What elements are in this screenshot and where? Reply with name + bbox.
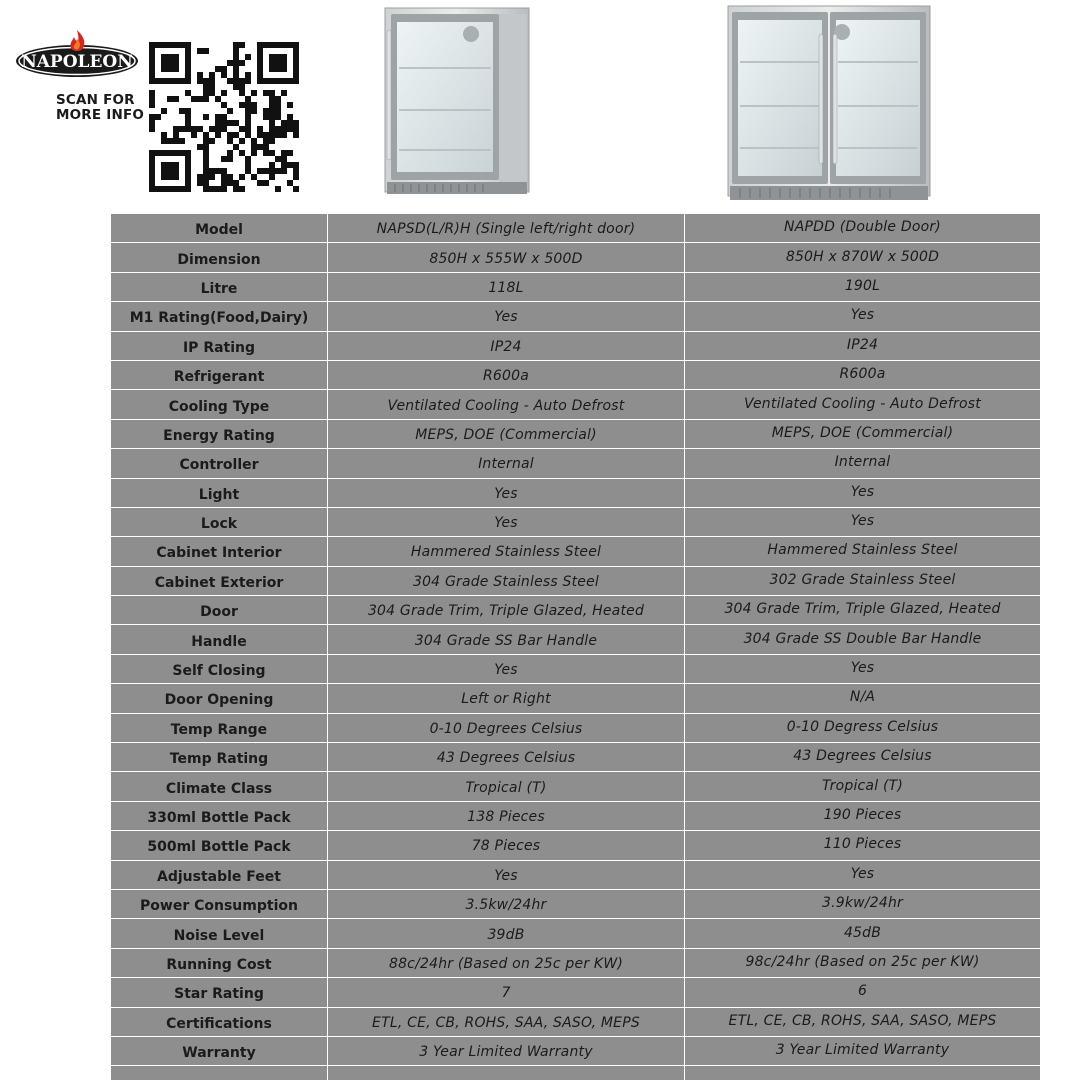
- spec-label: IP Rating: [111, 331, 328, 360]
- double-door-value: 302 Grade Stainless Steel: [685, 566, 1041, 595]
- double-door-value: 6: [685, 978, 1041, 1007]
- spec-row: [111, 243, 1041, 272]
- spec-label: Warranty: [111, 1036, 328, 1065]
- double-door-value: Yes: [685, 860, 1041, 889]
- spec-row: [111, 566, 1041, 595]
- spec-row: [111, 625, 1041, 654]
- double-door-bar-fridge-image: [724, 4, 932, 206]
- spec-row: [111, 713, 1041, 742]
- spec-label: Refrigerant: [111, 360, 328, 389]
- spec-row: [111, 801, 1041, 830]
- double-door-value: 190 Pieces: [685, 801, 1041, 830]
- double-door-value: 98c/24hr (Based on 25c per KW): [685, 948, 1041, 977]
- single-door-value: 304 Grade SS Bar Handle: [328, 625, 685, 654]
- spec-row: [111, 919, 1041, 948]
- spec-label: Light: [111, 478, 328, 507]
- double-door-value: Yes: [685, 478, 1041, 507]
- double-door-value: Ventilated Cooling - Auto Defrost: [685, 390, 1041, 419]
- spec-row: [111, 860, 1041, 889]
- empty-cell: [685, 1066, 1041, 1080]
- double-door-value: 190L: [685, 272, 1041, 301]
- spec-row: [111, 889, 1041, 918]
- single-door-value: 118L: [328, 272, 685, 301]
- single-door-value: 43 Degrees Celsius: [328, 743, 685, 772]
- single-door-value: 138 Pieces: [328, 801, 685, 830]
- spec-row: [111, 507, 1041, 536]
- spec-row: [111, 302, 1041, 331]
- single-door-value: 78 Pieces: [328, 831, 685, 860]
- spec-row: [111, 772, 1041, 801]
- single-door-value: 88c/24hr (Based on 25c per KW): [328, 948, 685, 977]
- flame-icon: [70, 30, 84, 51]
- spec-label: Star Rating: [111, 978, 328, 1007]
- spec-label: Running Cost: [111, 948, 328, 977]
- qr-code-icon[interactable]: [149, 42, 299, 192]
- spec-row: [111, 654, 1041, 683]
- empty-cell: [328, 1066, 685, 1080]
- spec-row: [111, 360, 1041, 389]
- spec-label: Temp Rating: [111, 743, 328, 772]
- spec-row: [111, 449, 1041, 478]
- single-door-value: Left or Right: [328, 684, 685, 713]
- scan-line-1: SCAN FOR: [56, 92, 135, 108]
- single-door-value: 3 Year Limited Warranty: [328, 1036, 685, 1065]
- single-door-value: Yes: [328, 302, 685, 331]
- spec-label: Lock: [111, 507, 328, 536]
- spec-label: M1 Rating(Food,Dairy): [111, 302, 328, 331]
- spec-row: [111, 537, 1041, 566]
- single-door-value: MEPS, DOE (Commercial): [328, 419, 685, 448]
- spec-label: Adjustable Feet: [111, 860, 328, 889]
- double-door-value: Yes: [685, 654, 1041, 683]
- single-door-value: 3.5kw/24hr: [328, 889, 685, 918]
- double-door-value: NAPDD (Double Door): [685, 214, 1041, 243]
- single-door-value: Yes: [328, 654, 685, 683]
- spec-label: Noise Level: [111, 919, 328, 948]
- double-door-value: N/A: [685, 684, 1041, 713]
- spec-label: Controller: [111, 449, 328, 478]
- napoleon-badge-shape: [14, 28, 140, 78]
- double-door-value: IP24: [685, 331, 1041, 360]
- single-door-value: 0-10 Degrees Celsius: [328, 713, 685, 742]
- double-door-value: Yes: [685, 302, 1041, 331]
- napoleon-logo[interactable]: [14, 28, 140, 78]
- spec-row: [111, 831, 1041, 860]
- double-door-value: 304 Grade Trim, Triple Glazed, Heated: [685, 596, 1041, 625]
- single-door-value: 304 Grade Trim, Triple Glazed, Heated: [328, 596, 685, 625]
- single-door-value: Yes: [328, 860, 685, 889]
- double-door-value: Yes: [685, 507, 1041, 536]
- spec-label: Energy Rating: [111, 419, 328, 448]
- spec-label: Certifications: [111, 1007, 328, 1036]
- double-door-value: 3 Year Limited Warranty: [685, 1036, 1041, 1065]
- spec-row-empty: [111, 1066, 1041, 1080]
- single-door-value: Yes: [328, 507, 685, 536]
- spec-row: [111, 419, 1041, 448]
- spec-label: Dimension: [111, 243, 328, 272]
- double-door-value: Tropical (T): [685, 772, 1041, 801]
- spec-row: [111, 331, 1041, 360]
- single-door-value: Tropical (T): [328, 772, 685, 801]
- spec-row: [111, 596, 1041, 625]
- single-door-value: ETL, CE, CB, ROHS, SAA, SASO, MEPS: [328, 1007, 685, 1036]
- spec-comparison-table: [110, 213, 1041, 1080]
- double-door-value: 850H x 870W x 500D: [685, 243, 1041, 272]
- spec-label: Litre: [111, 272, 328, 301]
- spec-row: [111, 1036, 1041, 1065]
- single-door-value: 7: [328, 978, 685, 1007]
- double-door-value: 110 Pieces: [685, 831, 1041, 860]
- double-door-value: Internal: [685, 449, 1041, 478]
- single-door-value: Internal: [328, 449, 685, 478]
- single-door-value: NAPSD(L/R)H (Single left/right door): [328, 214, 685, 243]
- spec-row: [111, 272, 1041, 301]
- qr-code-graphic: [149, 42, 299, 192]
- spec-label: Handle: [111, 625, 328, 654]
- single-door-value: 304 Grade Stainless Steel: [328, 566, 685, 595]
- spec-label: Door Opening: [111, 684, 328, 713]
- double-door-value: 43 Degrees Celsius: [685, 743, 1041, 772]
- single-door-value: Hammered Stainless Steel: [328, 537, 685, 566]
- double-door-value: 3.9kw/24hr: [685, 889, 1041, 918]
- spec-row: [111, 214, 1041, 243]
- single-door-value: Yes: [328, 478, 685, 507]
- single-door-value: 850H x 555W x 500D: [328, 243, 685, 272]
- single-door-value: 39dB: [328, 919, 685, 948]
- spec-label: Climate Class: [111, 772, 328, 801]
- spec-row: [111, 948, 1041, 977]
- spec-row: [111, 1007, 1041, 1036]
- scan-line-2: MORE INFO: [56, 107, 145, 123]
- spec-label: Door: [111, 596, 328, 625]
- spec-label: Model: [111, 214, 328, 243]
- double-door-value: 45dB: [685, 919, 1041, 948]
- single-door-value: IP24: [328, 331, 685, 360]
- spec-label: Cabinet Interior: [111, 537, 328, 566]
- spec-label: Cooling Type: [111, 390, 328, 419]
- spec-row: [111, 684, 1041, 713]
- spec-label: Self Closing: [111, 654, 328, 683]
- spec-row: [111, 390, 1041, 419]
- single-door-value: Ventilated Cooling - Auto Defrost: [328, 390, 685, 419]
- single-door-value: R600a: [328, 360, 685, 389]
- double-door-value: R600a: [685, 360, 1041, 389]
- empty-cell: [111, 1066, 328, 1080]
- double-door-value: 0-10 Degress Celsius: [685, 713, 1041, 742]
- double-door-value: 304 Grade SS Double Bar Handle: [685, 625, 1041, 654]
- spec-label: 330ml Bottle Pack: [111, 801, 328, 830]
- double-door-value: ETL, CE, CB, ROHS, SAA, SASO, MEPS: [685, 1007, 1041, 1036]
- scan-prompt: [56, 93, 144, 123]
- spec-label: Power Consumption: [111, 889, 328, 918]
- spec-label: Cabinet Exterior: [111, 566, 328, 595]
- logo-text: NAPOLEON: [21, 52, 133, 72]
- spec-row: [111, 978, 1041, 1007]
- spec-label: 500ml Bottle Pack: [111, 831, 328, 860]
- double-door-value: MEPS, DOE (Commercial): [685, 419, 1041, 448]
- spec-row: [111, 743, 1041, 772]
- spec-row: [111, 478, 1041, 507]
- double-door-value: Hammered Stainless Steel: [685, 537, 1041, 566]
- spec-label: Temp Range: [111, 713, 328, 742]
- single-door-bar-fridge-image: [381, 6, 531, 202]
